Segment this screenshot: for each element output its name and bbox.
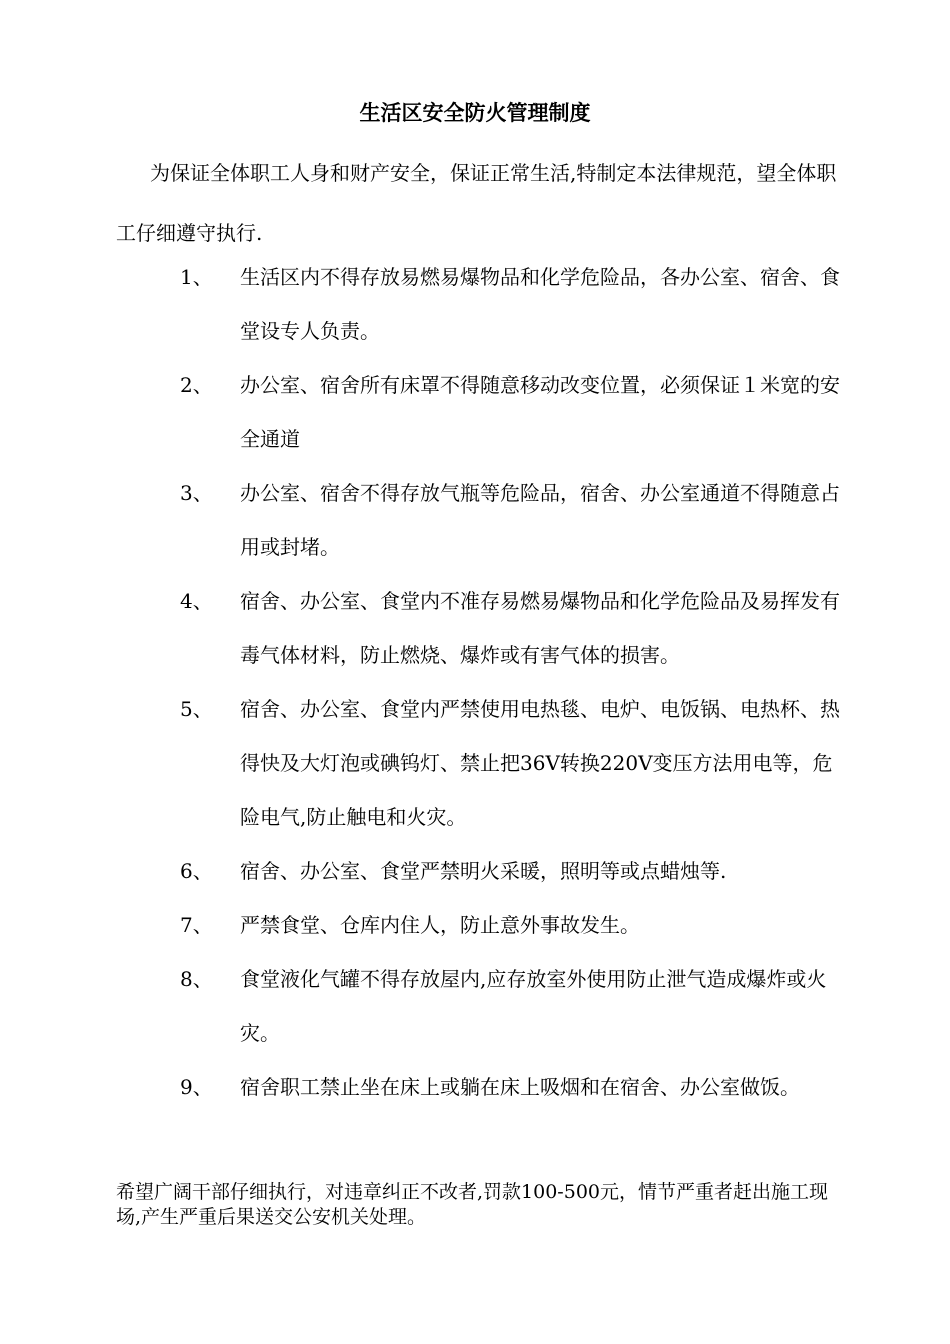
item-text: 宿舍、办公室、食堂内不准存易燃易爆物品和化学危险品及易挥发有毒气体材料，防止燃烧、爆炸或有害气体的损害。 <box>240 589 840 667</box>
item-text: 生活区内不得存放易燃易爆物品和化学危险品，各办公室、宿舍、食堂设专人负责。 <box>240 265 840 343</box>
item-number: 6、 <box>180 859 213 883</box>
item-number: 2、 <box>180 373 213 397</box>
item-text: 宿舍、办公室、食堂内严禁使用电热毯、电炉、电饭锅、电热杯、热得快及大灯泡或碘钨灯、禁止把36V转换220V变压方法用电等，危险电气,防止触电和火灾。 <box>240 697 840 829</box>
item-number: 1、 <box>180 265 213 289</box>
list-item <box>180 358 840 466</box>
item-number: 8、 <box>180 967 213 991</box>
closing-paragraph: 希望广阔干部仔细执行，对违章纠正不改者,罚款100-500元，情节严重者赶出施工现场,产生严重后果送交公安机关处理。 <box>116 1181 828 1228</box>
list-item <box>180 682 840 844</box>
item-text: 宿舍职工禁止坐在床上或躺在床上吸烟和在宿舍、办公室做饭。 <box>240 1075 800 1099</box>
list-item <box>180 898 840 952</box>
item-text: 严禁食堂、仓库内住人，防止意外事故发生。 <box>240 913 640 937</box>
list-item <box>180 952 840 1060</box>
item-number: 7、 <box>180 913 213 937</box>
item-number: 3、 <box>180 481 213 505</box>
document-title: 生活区安全防火管理制度 <box>359 101 591 125</box>
item-text: 宿舍、办公室、食堂严禁明火采暖，照明等或点蜡烛等. <box>240 859 727 883</box>
item-number: 5、 <box>180 697 213 721</box>
item-text: 食堂液化气罐不得存放屋内,应存放室外使用防止泄气造成爆炸或火灾。 <box>240 967 827 1045</box>
list-item <box>180 466 840 574</box>
list-item <box>180 1060 840 1114</box>
list-item <box>180 844 840 898</box>
intro-paragraph: 为保证全体职工人身和财产安全，保证正常生活,特制定本法律规范，望全体职工仔细遵守执行. <box>116 161 837 245</box>
item-text: 办公室、宿舍不得存放气瓶等危险品，宿舍、办公室通道不得随意占用或封堵。 <box>240 481 840 559</box>
rules-list <box>180 250 840 1114</box>
list-item <box>180 574 840 682</box>
item-number: 9、 <box>180 1075 213 1099</box>
item-text: 办公室、宿舍所有床罩不得随意移动改变位置，必须保证１米宽的安全通道 <box>240 373 840 451</box>
list-item <box>180 250 840 358</box>
item-number: 4、 <box>180 589 213 613</box>
